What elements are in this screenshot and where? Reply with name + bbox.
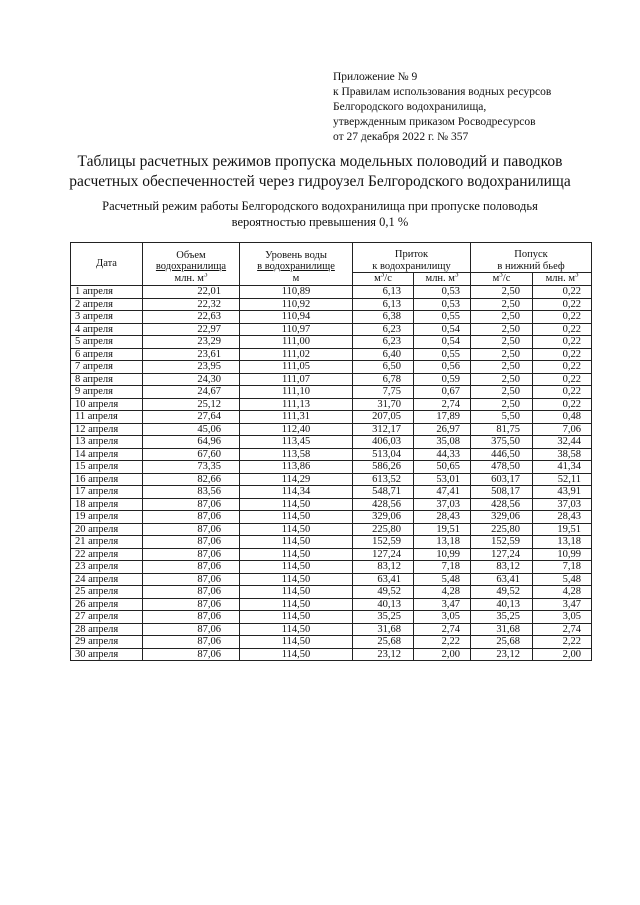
cell-inflow-volume: 10,99 — [414, 548, 471, 561]
unit-label: млн. м — [174, 273, 204, 284]
cell-level: 113,45 — [240, 436, 353, 449]
cell-release-rate: 225,80 — [471, 523, 533, 536]
cell-date: 5 апреля — [71, 336, 143, 349]
cell-level: 114,29 — [240, 473, 353, 486]
cell-inflow-volume: 0,53 — [414, 298, 471, 311]
annex-line: к Правилам использования водных ресурсов — [333, 86, 552, 98]
header-volume — [143, 243, 240, 273]
table-row — [71, 598, 592, 611]
cell-release-rate: 2,50 — [471, 298, 533, 311]
cell-date: 19 апреля — [71, 511, 143, 524]
cell-level: 114,50 — [240, 573, 353, 586]
table-row — [71, 286, 592, 299]
header-inflow — [353, 243, 471, 273]
table-row — [71, 611, 592, 624]
cell-release-rate: 2,50 — [471, 386, 533, 399]
cell-date: 22 апреля — [71, 548, 143, 561]
cell-release-volume: 13,18 — [533, 536, 592, 549]
table-row — [71, 573, 592, 586]
cell-inflow-rate: 312,17 — [353, 423, 414, 436]
cell-level: 114,50 — [240, 586, 353, 599]
header-inflow-line: Приток — [394, 249, 429, 260]
cell-volume: 87,06 — [143, 598, 240, 611]
cell-release-rate: 2,50 — [471, 348, 533, 361]
cell-release-volume: 0,22 — [533, 323, 592, 336]
table-row — [71, 486, 592, 499]
cell-release-volume: 7,18 — [533, 561, 592, 574]
cell-inflow-volume: 2,22 — [414, 636, 471, 649]
header-release-line: Попуск — [514, 249, 548, 260]
cell-inflow-volume: 50,65 — [414, 461, 471, 474]
table-row — [71, 298, 592, 311]
cell-level: 110,94 — [240, 311, 353, 324]
table-row — [71, 448, 592, 461]
cell-release-volume: 5,48 — [533, 573, 592, 586]
cell-inflow-volume: 4,28 — [414, 586, 471, 599]
cell-inflow-rate: 6,23 — [353, 336, 414, 349]
cell-volume: 64,96 — [143, 436, 240, 449]
cell-date: 30 апреля — [71, 648, 143, 661]
header-release-unit-q — [471, 273, 533, 286]
cell-date: 1 апреля — [71, 286, 143, 299]
header-level-unit — [240, 273, 353, 286]
cell-volume: 87,06 — [143, 611, 240, 624]
cell-date: 16 апреля — [71, 473, 143, 486]
cell-level: 114,50 — [240, 536, 353, 549]
table-row — [71, 636, 592, 649]
cell-date: 25 апреля — [71, 586, 143, 599]
cell-release-volume: 4,28 — [533, 586, 592, 599]
cell-volume: 87,06 — [143, 498, 240, 511]
cell-inflow-volume: 17,89 — [414, 411, 471, 424]
header-volume-unit — [143, 273, 240, 286]
cell-date: 13 апреля — [71, 436, 143, 449]
cell-level: 113,58 — [240, 448, 353, 461]
cell-level: 114,50 — [240, 648, 353, 661]
cell-inflow-rate: 6,23 — [353, 323, 414, 336]
cell-date: 2 апреля — [71, 298, 143, 311]
cell-inflow-volume: 2,00 — [414, 648, 471, 661]
cell-inflow-rate: 513,04 — [353, 448, 414, 461]
header-release-unit-v — [533, 273, 592, 286]
cell-inflow-volume: 47,41 — [414, 486, 471, 499]
cell-date: 27 апреля — [71, 611, 143, 624]
cell-inflow-rate: 329,06 — [353, 511, 414, 524]
cell-release-volume: 0,22 — [533, 373, 592, 386]
cell-volume: 27,64 — [143, 411, 240, 424]
cell-release-volume: 10,99 — [533, 548, 592, 561]
cell-date: 15 апреля — [71, 461, 143, 474]
cell-inflow-volume: 0,54 — [414, 336, 471, 349]
cell-inflow-rate: 406,03 — [353, 436, 414, 449]
cell-inflow-rate: 6,13 — [353, 286, 414, 299]
table-body — [71, 286, 592, 661]
cell-release-rate: 23,12 — [471, 648, 533, 661]
cell-inflow-volume: 0,56 — [414, 361, 471, 374]
header-level — [240, 243, 353, 273]
unit-label: м — [292, 273, 300, 284]
cell-level: 114,50 — [240, 598, 353, 611]
cell-date: 23 апреля — [71, 561, 143, 574]
table-row — [71, 423, 592, 436]
cell-inflow-rate: 40,13 — [353, 598, 414, 611]
cell-level: 114,50 — [240, 498, 353, 511]
cell-inflow-volume: 35,08 — [414, 436, 471, 449]
table-row — [71, 623, 592, 636]
cell-inflow-volume: 2,74 — [414, 398, 471, 411]
cell-release-rate: 40,13 — [471, 598, 533, 611]
unit-label: м — [492, 273, 500, 285]
cell-release-volume: 28,43 — [533, 511, 592, 524]
cell-release-volume: 41,34 — [533, 461, 592, 474]
cell-inflow-rate: 49,52 — [353, 586, 414, 599]
cell-level: 113,86 — [240, 461, 353, 474]
cell-inflow-volume: 5,48 — [414, 573, 471, 586]
cell-release-rate: 375,50 — [471, 436, 533, 449]
header-date-label: Дата — [96, 258, 117, 270]
cell-inflow-rate: 31,70 — [353, 398, 414, 411]
cell-inflow-volume: 19,51 — [414, 523, 471, 536]
table-title — [0, 198, 640, 230]
cell-inflow-rate: 6,38 — [353, 311, 414, 324]
cell-volume: 23,61 — [143, 348, 240, 361]
table-row — [71, 436, 592, 449]
cell-release-rate: 508,17 — [471, 486, 533, 499]
cell-inflow-volume: 37,03 — [414, 498, 471, 511]
cell-volume: 22,63 — [143, 311, 240, 324]
cell-volume: 22,97 — [143, 323, 240, 336]
cell-release-volume: 0,48 — [533, 411, 592, 424]
cell-release-volume: 43,91 — [533, 486, 592, 499]
header-inflow-unit-q — [353, 273, 414, 286]
cell-volume: 67,60 — [143, 448, 240, 461]
header-date — [71, 243, 143, 286]
cell-date: 20 апреля — [71, 523, 143, 536]
cell-volume: 87,06 — [143, 561, 240, 574]
cell-release-volume: 38,58 — [533, 448, 592, 461]
cell-inflow-rate: 428,56 — [353, 498, 414, 511]
cell-level: 114,50 — [240, 523, 353, 536]
header-release — [471, 243, 592, 273]
cell-inflow-volume: 3,47 — [414, 598, 471, 611]
cell-release-volume: 32,44 — [533, 436, 592, 449]
cell-release-volume: 0,22 — [533, 398, 592, 411]
cell-level: 114,50 — [240, 611, 353, 624]
cell-inflow-rate: 23,12 — [353, 648, 414, 661]
cell-date: 28 апреля — [71, 623, 143, 636]
cell-inflow-volume: 7,18 — [414, 561, 471, 574]
cell-date: 26 апреля — [71, 598, 143, 611]
cell-release-volume: 19,51 — [533, 523, 592, 536]
cell-inflow-rate: 25,68 — [353, 636, 414, 649]
cell-release-rate: 2,50 — [471, 311, 533, 324]
unit-superscript: 3 — [499, 272, 503, 279]
cell-volume: 73,35 — [143, 461, 240, 474]
cell-date: 12 апреля — [71, 423, 143, 436]
annex-block — [333, 70, 551, 145]
annex-line: утвержденным приказом Росводресурсов — [333, 116, 536, 128]
cell-inflow-rate: 586,26 — [353, 461, 414, 474]
header-inflow-unit-v — [414, 273, 471, 286]
cell-volume: 24,67 — [143, 386, 240, 399]
header-release-line: в нижний бьеф — [497, 260, 565, 272]
cell-date: 18 апреля — [71, 498, 143, 511]
unit-label: м — [374, 273, 381, 285]
cell-level: 111,10 — [240, 386, 353, 399]
cell-volume: 82,66 — [143, 473, 240, 486]
cell-inflow-rate: 6,40 — [353, 348, 414, 361]
cell-volume: 45,06 — [143, 423, 240, 436]
table-row — [71, 561, 592, 574]
cell-release-volume: 3,47 — [533, 598, 592, 611]
cell-level: 114,34 — [240, 486, 353, 499]
cell-inflow-volume: 0,55 — [414, 348, 471, 361]
cell-release-rate: 83,12 — [471, 561, 533, 574]
table-row — [71, 411, 592, 424]
unit-label: млн. м — [545, 273, 575, 285]
cell-release-volume: 52,11 — [533, 473, 592, 486]
cell-volume: 22,32 — [143, 298, 240, 311]
cell-release-rate: 49,52 — [471, 586, 533, 599]
header-level-line: Уровень воды — [265, 249, 327, 261]
table-row — [71, 511, 592, 524]
cell-inflow-rate: 6,78 — [353, 373, 414, 386]
cell-release-volume: 37,03 — [533, 498, 592, 511]
table-title-line: Расчетный режим работы Белгородского водохранилища при пропуске половодья — [102, 199, 538, 213]
cell-release-rate: 2,50 — [471, 361, 533, 374]
cell-release-volume: 0,22 — [533, 386, 592, 399]
cell-level: 114,50 — [240, 636, 353, 649]
cell-date: 10 апреля — [71, 398, 143, 411]
cell-volume: 87,06 — [143, 523, 240, 536]
cell-volume: 87,06 — [143, 548, 240, 561]
cell-release-rate: 329,06 — [471, 511, 533, 524]
header-volume-line: Объем — [176, 249, 206, 261]
cell-release-rate: 81,75 — [471, 423, 533, 436]
header-inflow-line: к водохранилищу — [372, 260, 451, 272]
table-row — [71, 348, 592, 361]
table-row — [71, 323, 592, 336]
cell-volume: 87,06 — [143, 511, 240, 524]
cell-release-volume: 2,22 — [533, 636, 592, 649]
header-volume-line: водохранилища — [155, 261, 227, 272]
table-row — [71, 536, 592, 549]
cell-date: 17 апреля — [71, 486, 143, 499]
cell-release-rate: 31,68 — [471, 623, 533, 636]
cell-inflow-rate: 127,24 — [353, 548, 414, 561]
table-row — [71, 373, 592, 386]
unit-label: млн. м — [425, 273, 455, 285]
cell-volume: 23,29 — [143, 336, 240, 349]
table-row — [71, 311, 592, 324]
table-row — [71, 473, 592, 486]
cell-inflow-volume: 0,67 — [414, 386, 471, 399]
cell-date: 24 апреля — [71, 573, 143, 586]
cell-volume: 83,56 — [143, 486, 240, 499]
cell-release-rate: 2,50 — [471, 373, 533, 386]
cell-release-rate: 2,50 — [471, 336, 533, 349]
cell-release-volume: 0,22 — [533, 286, 592, 299]
cell-volume: 87,06 — [143, 536, 240, 549]
cell-level: 114,50 — [240, 561, 353, 574]
cell-date: 29 апреля — [71, 636, 143, 649]
cell-release-volume: 2,00 — [533, 648, 592, 661]
cell-inflow-rate: 83,12 — [353, 561, 414, 574]
unit-label: /с — [384, 273, 392, 285]
cell-inflow-rate: 6,50 — [353, 361, 414, 374]
cell-date: 11 апреля — [71, 411, 143, 424]
annex-line: от 27 декабря 2022 г. № 357 — [333, 131, 469, 143]
cell-release-volume: 0,22 — [533, 336, 592, 349]
unit-superscript: 3 — [203, 272, 208, 279]
annex-line: Приложение № 9 — [333, 71, 418, 83]
reservoir-regime-table — [70, 242, 592, 661]
cell-release-volume: 0,22 — [533, 298, 592, 311]
cell-inflow-volume: 0,59 — [414, 373, 471, 386]
cell-release-volume: 3,05 — [533, 611, 592, 624]
cell-date: 14 апреля — [71, 448, 143, 461]
cell-release-volume: 2,74 — [533, 623, 592, 636]
cell-release-rate: 2,50 — [471, 323, 533, 336]
cell-release-rate: 152,59 — [471, 536, 533, 549]
table-row — [71, 398, 592, 411]
cell-date: 3 апреля — [71, 311, 143, 324]
unit-superscript: 3 — [454, 272, 459, 279]
cell-inflow-volume: 2,74 — [414, 623, 471, 636]
cell-inflow-volume: 0,54 — [414, 323, 471, 336]
document-title — [0, 152, 640, 192]
cell-level: 110,97 — [240, 323, 353, 336]
cell-date: 6 апреля — [71, 348, 143, 361]
cell-date: 21 апреля — [71, 536, 143, 549]
unit-label: /с — [502, 273, 511, 285]
cell-volume: 87,06 — [143, 623, 240, 636]
cell-release-rate: 35,25 — [471, 611, 533, 624]
cell-inflow-rate: 548,71 — [353, 486, 414, 499]
cell-level: 111,31 — [240, 411, 353, 424]
table-row — [71, 361, 592, 374]
table-row — [71, 523, 592, 536]
table-title-line: вероятностью превышения 0,1 % — [231, 215, 409, 229]
cell-release-volume: 0,22 — [533, 311, 592, 324]
table-row — [71, 648, 592, 661]
cell-date: 8 апреля — [71, 373, 143, 386]
cell-release-rate: 2,50 — [471, 286, 533, 299]
cell-release-rate: 603,17 — [471, 473, 533, 486]
cell-inflow-rate: 6,13 — [353, 298, 414, 311]
cell-inflow-volume: 0,55 — [414, 311, 471, 324]
document-title-line: Таблицы расчетных режимов пропуска модельных половодий и паводков — [77, 153, 563, 170]
cell-inflow-volume: 13,18 — [414, 536, 471, 549]
table-row — [71, 386, 592, 399]
cell-inflow-rate: 63,41 — [353, 573, 414, 586]
header-level-line: в водохранилище — [257, 261, 335, 272]
cell-inflow-rate: 207,05 — [353, 411, 414, 424]
cell-level: 112,40 — [240, 423, 353, 436]
cell-level: 114,50 — [240, 623, 353, 636]
cell-inflow-volume: 3,05 — [414, 611, 471, 624]
unit-superscript: 3 — [380, 272, 385, 279]
cell-release-volume: 0,22 — [533, 348, 592, 361]
cell-release-rate: 127,24 — [471, 548, 533, 561]
cell-level: 111,07 — [240, 373, 353, 386]
cell-volume: 24,30 — [143, 373, 240, 386]
cell-inflow-rate: 7,75 — [353, 386, 414, 399]
cell-release-volume: 0,22 — [533, 361, 592, 374]
cell-inflow-volume: 0,53 — [414, 286, 471, 299]
cell-inflow-volume: 44,33 — [414, 448, 471, 461]
cell-level: 111,00 — [240, 336, 353, 349]
cell-release-rate: 2,50 — [471, 398, 533, 411]
cell-level: 111,05 — [240, 361, 353, 374]
cell-inflow-volume: 53,01 — [414, 473, 471, 486]
cell-date: 4 апреля — [71, 323, 143, 336]
cell-inflow-rate: 225,80 — [353, 523, 414, 536]
cell-volume: 23,95 — [143, 361, 240, 374]
cell-release-rate: 428,56 — [471, 498, 533, 511]
document-title-line: расчетных обеспеченностей через гидроузел Белгородского водохранилища — [69, 173, 571, 190]
cell-inflow-volume: 28,43 — [414, 511, 471, 524]
cell-release-rate: 25,68 — [471, 636, 533, 649]
cell-release-rate: 446,50 — [471, 448, 533, 461]
cell-inflow-rate: 152,59 — [353, 536, 414, 549]
table-row — [71, 586, 592, 599]
cell-release-volume: 7,06 — [533, 423, 592, 436]
cell-date: 9 апреля — [71, 386, 143, 399]
cell-release-rate: 5,50 — [471, 411, 533, 424]
table-row — [71, 461, 592, 474]
cell-inflow-rate: 35,25 — [353, 611, 414, 624]
unit-superscript: 3 — [574, 272, 579, 279]
cell-inflow-volume: 26,97 — [414, 423, 471, 436]
cell-inflow-rate: 613,52 — [353, 473, 414, 486]
table-row — [71, 336, 592, 349]
cell-volume: 87,06 — [143, 648, 240, 661]
cell-volume: 87,06 — [143, 573, 240, 586]
cell-release-rate: 478,50 — [471, 461, 533, 474]
cell-volume: 25,12 — [143, 398, 240, 411]
cell-level: 110,89 — [240, 286, 353, 299]
cell-inflow-rate: 31,68 — [353, 623, 414, 636]
cell-level: 110,92 — [240, 298, 353, 311]
table-row — [71, 498, 592, 511]
cell-release-rate: 63,41 — [471, 573, 533, 586]
cell-level: 114,50 — [240, 511, 353, 524]
cell-level: 111,13 — [240, 398, 353, 411]
cell-level: 111,02 — [240, 348, 353, 361]
cell-date: 7 апреля — [71, 361, 143, 374]
annex-line: Белгородского водохранилища, — [333, 101, 487, 113]
cell-level: 114,50 — [240, 548, 353, 561]
table-row — [71, 548, 592, 561]
cell-volume: 87,06 — [143, 586, 240, 599]
cell-volume: 87,06 — [143, 636, 240, 649]
cell-volume: 22,01 — [143, 286, 240, 299]
